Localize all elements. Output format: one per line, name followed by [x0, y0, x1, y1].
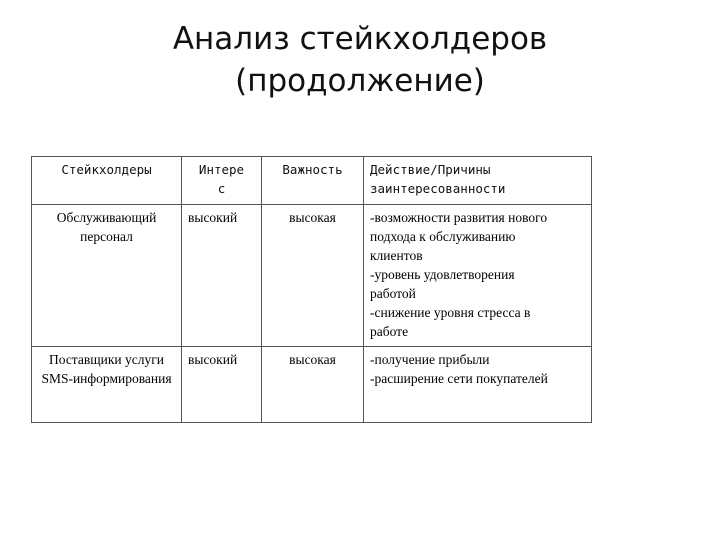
action-line: -возможности развития нового [370, 210, 548, 225]
header-interest-line-1: Интере [198, 162, 245, 177]
header-interest-line-2: с [217, 181, 226, 196]
action-line: -получение прибыли [370, 352, 490, 367]
stakeholder-table [31, 156, 592, 423]
interest-cell [182, 347, 262, 423]
action-line: работой [370, 286, 416, 301]
stakeholder-name: Обслуживающий персонал [56, 210, 157, 244]
table-row [32, 347, 592, 423]
slide-title [0, 18, 720, 102]
interest-value: высокий [188, 210, 238, 225]
stakeholder-name-cell [32, 205, 182, 347]
header-action-line-2: заинтересованности [370, 181, 506, 196]
header-action-line-1: Действие/Причины [370, 162, 491, 177]
slide-title-line-2: (продолжение) [235, 63, 485, 99]
action-cell [364, 347, 592, 423]
header-stakeholders [32, 157, 182, 205]
interest-cell [182, 205, 262, 347]
table-header-row [32, 157, 592, 205]
importance-value: высокая [289, 352, 336, 367]
importance-value: высокая [289, 210, 336, 225]
action-line: -расширение сети покупателей [370, 371, 548, 386]
header-action [364, 157, 592, 205]
header-importance [262, 157, 364, 205]
action-line: подхода к обслуживанию [370, 229, 516, 244]
header-interest [182, 157, 262, 205]
action-line: клиентов [370, 248, 423, 263]
interest-value: высокий [188, 352, 238, 367]
importance-cell [262, 205, 364, 347]
stakeholder-name: Поставщики услуги SMS-информирования [41, 352, 172, 386]
action-line: -уровень удовлетворения [370, 267, 515, 282]
table-row [32, 205, 592, 347]
slide-title-line-1: Анализ стейкхолдеров [172, 21, 548, 57]
action-line: -снижение уровня стресса в [370, 305, 531, 320]
header-stakeholders-label: Стейкхолдеры [61, 162, 152, 177]
header-importance-label: Важность [282, 162, 343, 177]
stakeholder-name-cell [32, 347, 182, 423]
action-line: работе [370, 324, 409, 339]
action-cell [364, 205, 592, 347]
importance-cell [262, 347, 364, 423]
